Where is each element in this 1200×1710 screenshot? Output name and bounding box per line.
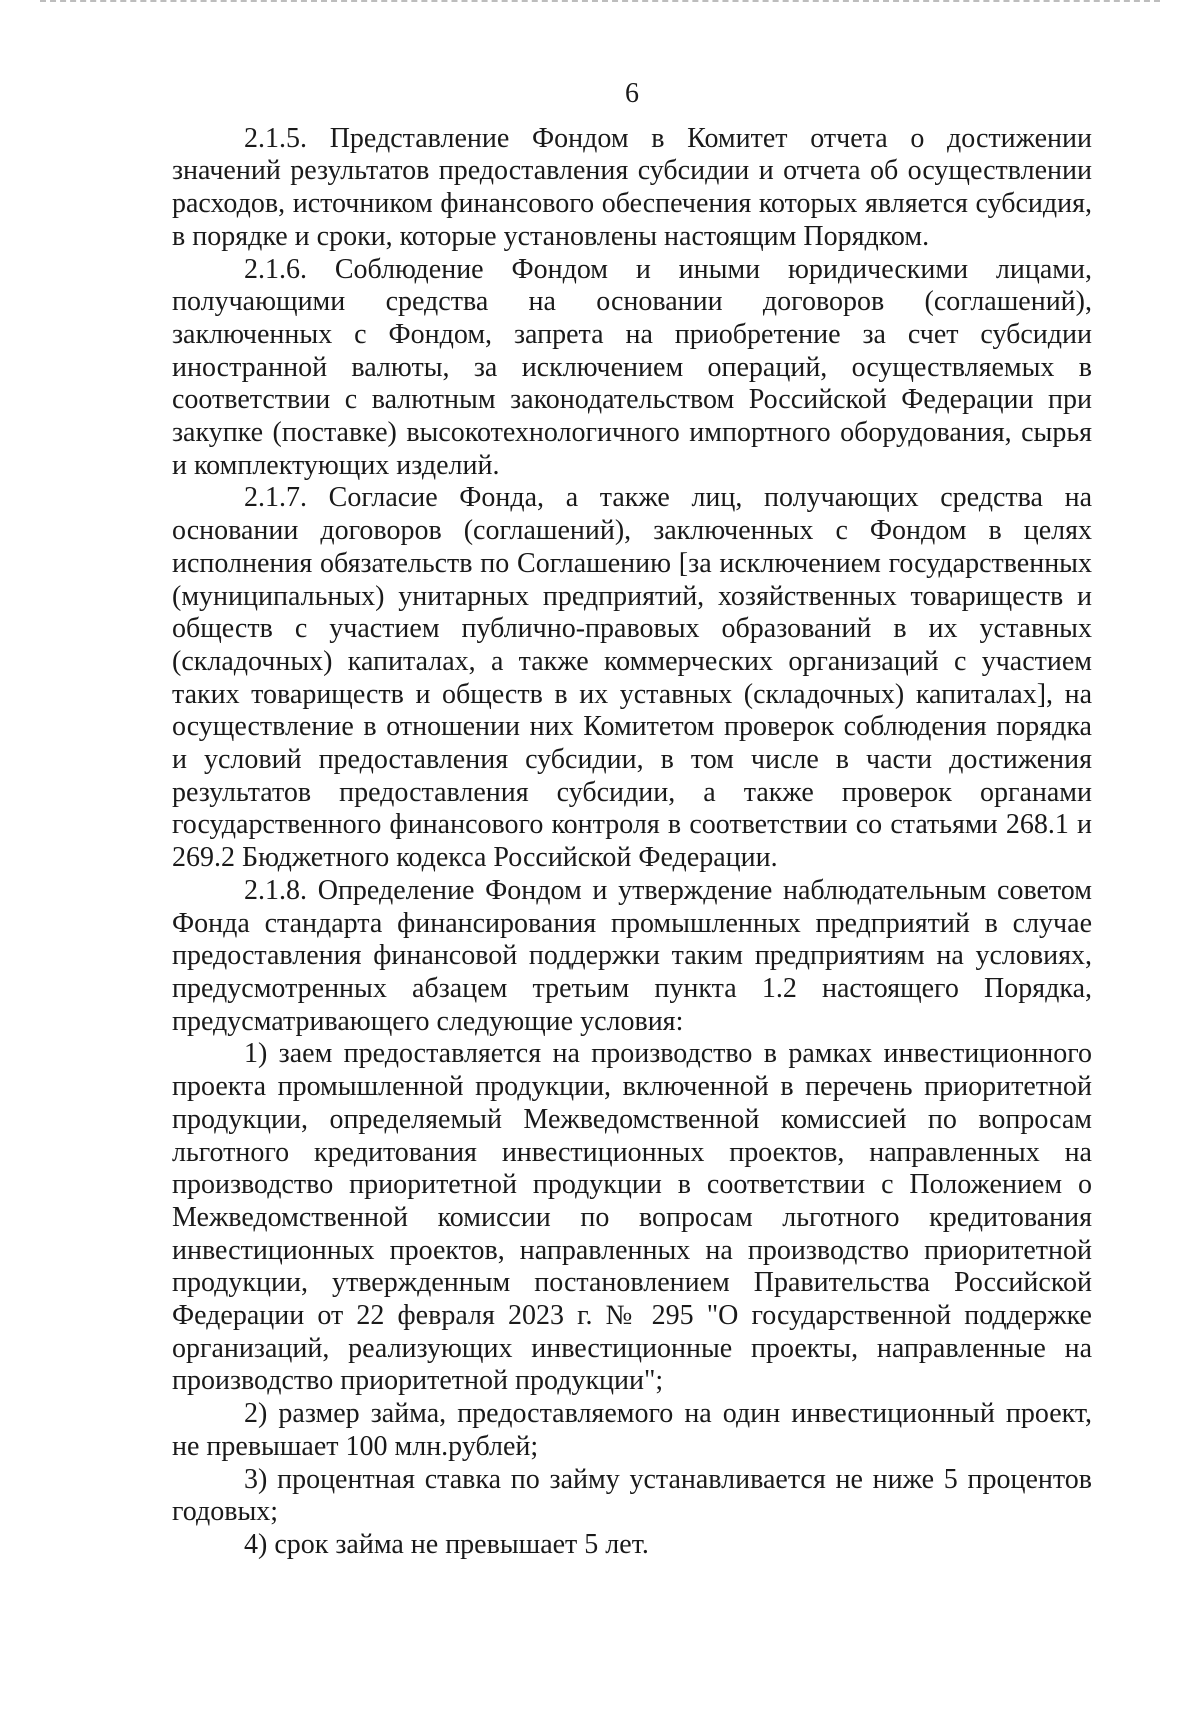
- page-number: 6: [625, 78, 639, 109]
- paragraph-2-1-5: 2.1.5. Представление Фондом в Комитет отчета о достижении значений результатов предоставления субсидии и отчета об осуществлении расходов, источником финансового обеспечения которых является субсидия, в порядке и сроки, которые установлены настоящим Порядком.: [172, 122, 1092, 252]
- scan-top-edge: [40, 0, 1160, 4]
- paragraph-2-1-6: 2.1.6. Соблюдение Фондом и иными юридическими лицами, получающими средства на основании договоров (соглашений), заключенных с Фондом, запрета на приобретение за счет субсидии иностранной валюты, за исключением операций, осуществляемых в соответствии с валютным законодательством Российской Федерации при закупке (поставке) высокотехнологичного импортного оборудования, сырья и комплектующих изделий.: [172, 253, 1092, 481]
- list-item-4: 4) срок займа не превышает 5 лет.: [244, 1528, 649, 1560]
- list-item-1: 1) заем предоставляется на производство в рамках инвестиционного проекта промышленной продукции, включенной в перечень приоритетной продукции, определяемый Межведомственной комиссией по вопросам льготного кредитования инвестиционных проектов, направленных на производство приоритетной продукции в соответствии с Положением о Межведомственной комиссии по вопросам льготного кредитования инвестиционных проектов, направленных на производство приоритетной продукции, утвержденным постановлением Правительства Российской Федерации от 22 февраля 2023 г. № 295 "О государственной поддержке организаций, реализующих инвестиционные проекты, направленные на производство приоритетной продукции";: [172, 1038, 1092, 1397]
- list-item-3: 3) процентная ставка по займу устанавливается не ниже 5 процентов годовых;: [172, 1463, 1092, 1528]
- paragraph-2-1-7: 2.1.7. Согласие Фонда, а также лиц, получающих средства на основании договоров (соглашений), заключенных с Фондом в целях исполнения обязательств по Соглашению [за исключением государственных (муниципальных) унитарных предприятий, хозяйственных товариществ и обществ с участием публично-правовых образований в их уставных (складочных) капиталах, а также коммерческих организаций с участием таких товариществ и обществ в их уставных (складочных) капиталах], на осуществление в отношении них Комитетом проверок соблюдения порядка и условий предоставления субсидии, в том числе в части достижения результатов предоставления субсидии, а также проверок органами государственного финансового контроля в соответствии со статьями 268.1 и 269.2 Бюджетного кодекса Российской Федерации.: [172, 482, 1092, 874]
- document-page: [172, 78, 1092, 1562]
- list-item-2: 2) размер займа, предоставляемого на один инвестиционный проект, не превышает 100 млн.рублей;: [172, 1398, 1092, 1462]
- paragraph-2-1-8: 2.1.8. Определение Фондом и утверждение наблюдательным советом Фонда стандарта финансирования промышленных предприятий в случае предоставления финансовой поддержки таким предприятиям на условиях, предусмотренных абзацем третьим пункта 1.2 настоящего Порядка, предусматривающего следующие условия:: [172, 874, 1092, 1037]
